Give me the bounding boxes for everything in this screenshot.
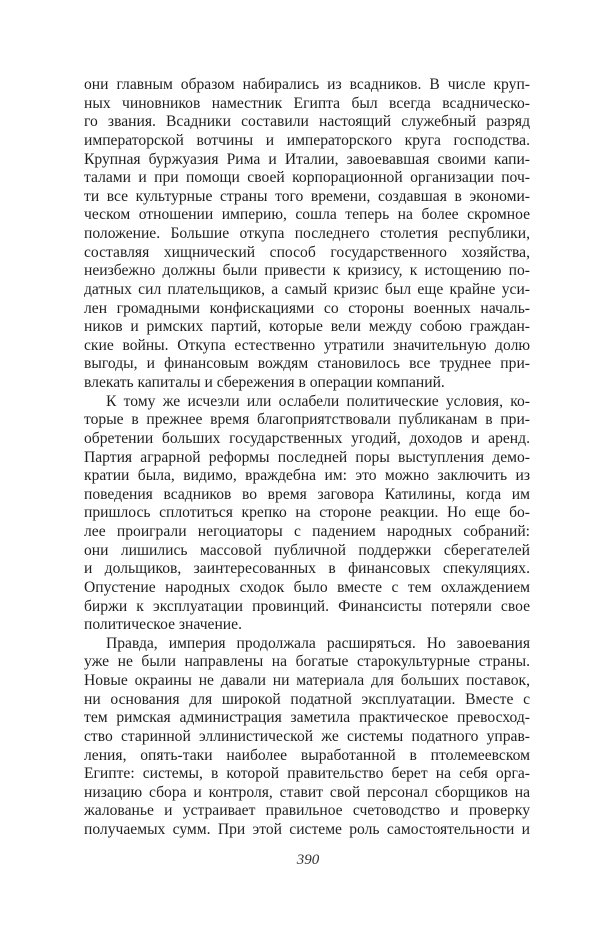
text-line: ления, опять-таки наиболее выработанной в птолемеевском (84, 746, 530, 764)
text-line: Крупная буржуазия Рима и Италии, завоевавшая своими капи- (84, 150, 530, 168)
text-line: ни основания для широкой податной эксплуатации. Вместе с (84, 690, 530, 708)
text-line: ские войны. Откупа естественно утратили значительную долю (84, 336, 530, 354)
text-line: талами и при помощи своей корпорационной организации поч- (84, 169, 530, 187)
text-line: и дольщиков, заинтересованных в финансовых спекуляциях. (84, 560, 530, 578)
text-line: ти все культурные страны того времени, создавшая в экономи- (84, 187, 530, 205)
text-line: Партия аграрной реформы последней поры выступления демо- (84, 448, 530, 466)
text-line: положение. Большие откупа последнего столетия республики, (84, 225, 530, 242)
text-line: жалованье и устраивает правильное счетоводство и проверку (84, 802, 530, 820)
text-line: поведения всадников во время заговора Катилины, когда им (84, 485, 530, 503)
text-line: они главным образом набирались из всадников. В числе круп- (84, 76, 530, 93)
page-number: 390 (296, 852, 320, 868)
text-line: биржи к эксплуатации провинций. Финансисты потеряли свое (84, 597, 530, 615)
paragraph (84, 393, 530, 635)
text-line: лен громадными конфискациями со стороны военных началь- (84, 299, 530, 317)
text-line: неизбежно должны были привести к кризису, к истощению по- (84, 262, 530, 280)
text-line: кратии была, видимо, враждебна им: это можно заключить из (84, 467, 530, 485)
text-line: датных сил плательщиков, а самый кризис был еще крайне уси- (84, 280, 530, 298)
text-line: низацию сбора и контроля, ставит свой персонал сборщиков на (84, 783, 530, 801)
page-body (84, 76, 530, 840)
text-line: выгоды, и финансовым вождям становилось все труднее при- (84, 355, 530, 373)
text-line: К тому же исчезли или ослабели политические условия, ко- (106, 392, 530, 410)
text-line: получаемых сумм. При этой системе роль самостоятельности и (84, 821, 530, 838)
text-line: пришлось сплотиться крепко на стороне реакции. Но еще бо- (84, 504, 530, 522)
paragraph (84, 76, 530, 393)
text-line: Опустение народных сходок было вместе с тем охлаждением (84, 578, 530, 596)
text-line: тем римская администрация заметила практическое превосход- (84, 709, 530, 727)
text-line: ство старинной эллинистической же системы податного управ- (84, 727, 530, 745)
text-line: политическое значение. (84, 616, 242, 634)
text-line: ческом отношении империю, сошла теперь на более скромное (84, 206, 530, 224)
text-line: составляя хищнический способ государственного хозяйства, (84, 243, 530, 261)
text-line: уже не были направлены на богатые старокультурные страны. (84, 653, 530, 671)
text-line: Правда, империя продолжала расширяться. Но завоевания (106, 634, 530, 652)
text-line: обретении больших государственных угодий, доходов и аренд. (84, 429, 530, 447)
text-line: они лишились массовой публичной поддержки сберегателей (84, 541, 530, 559)
text-line: торые в прежнее время благоприятствовали публиканам в при- (84, 411, 530, 429)
text-line: лее проиграли негоциаторы с падением народных собраний: (84, 523, 530, 540)
text-line: Египте: системы, в которой правительство берет на себя орга- (84, 765, 530, 783)
text-line: влекать капиталы и сбережения в операции компаний. (84, 374, 445, 391)
text-line: Новые окраины не давали ни материала для больших поставок, (84, 672, 530, 689)
text-line: ников и римских партий, которые вели между собою граждан- (84, 318, 530, 336)
text-line: го звания. Всадники составили настоящий служебный разряд (84, 113, 530, 131)
paragraph (84, 635, 530, 840)
text-line: ных чиновников наместник Египта был всегда всадническо- (84, 94, 530, 112)
text-line: императорской вотчины и императорского круга господства. (84, 131, 530, 149)
